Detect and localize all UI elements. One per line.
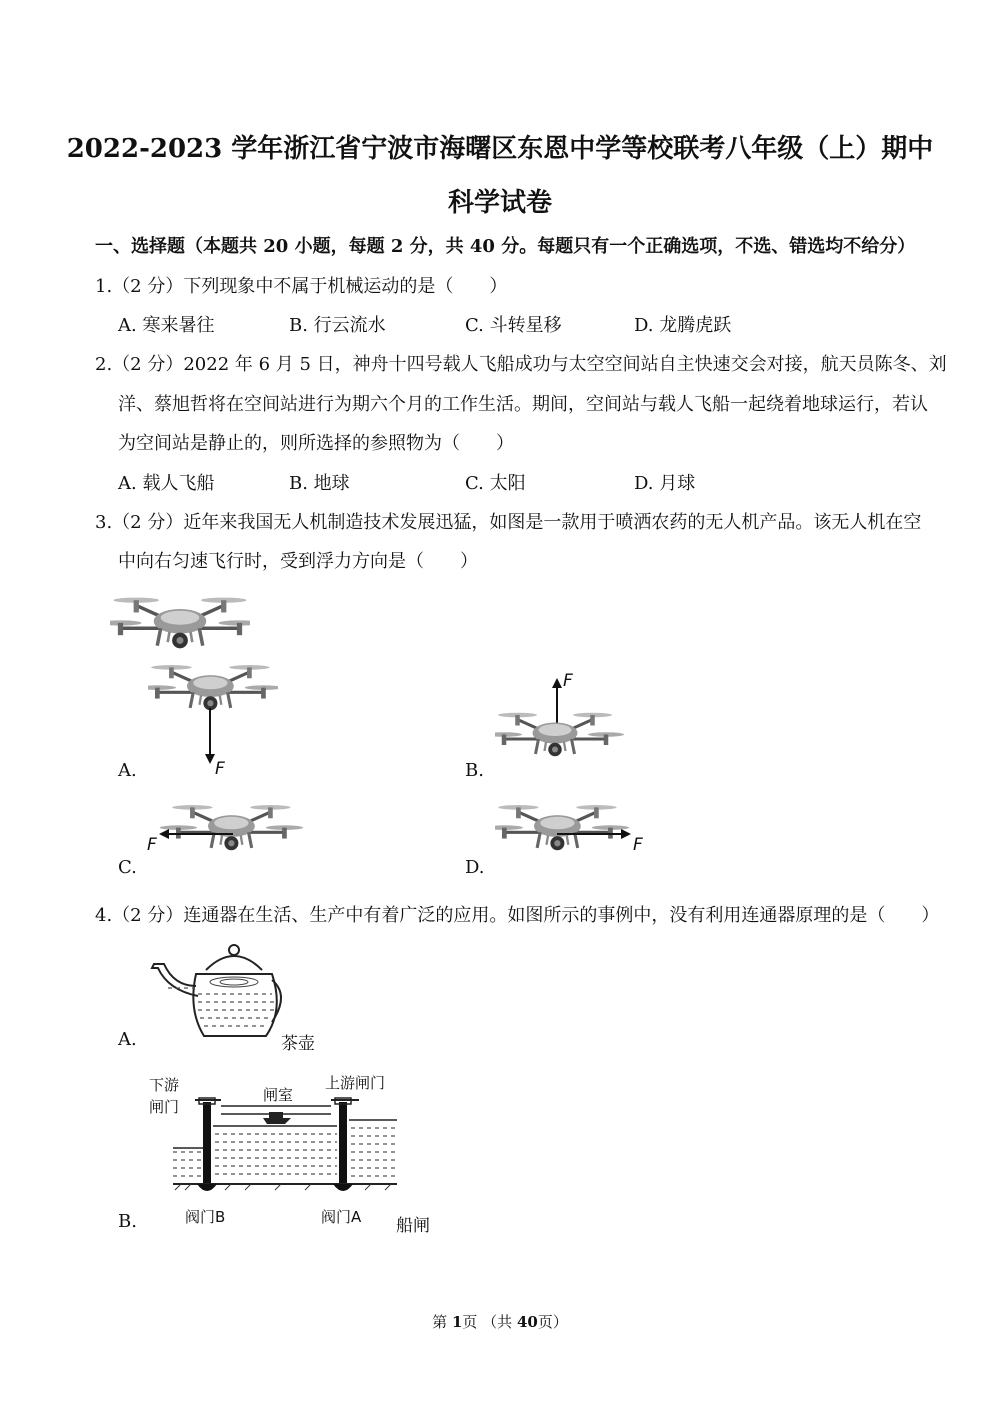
q2-stem-line3: 为空间站是静止的，则所选择的参照物为（ ） [118,433,514,454]
page-footer [0,1311,1000,1332]
q3-option-c-label[interactable]: C. [118,857,137,878]
q1-stem: 1.（2 分）下列现象中不属于机械运动的是（ ） [95,276,508,297]
exam-title-line1: 2022-2023 学年浙江省宁波市海曙区东恩中学等校联考八年级（上）期中 [66,134,934,164]
q1-option-a[interactable]: A. 寒来暑往 [118,315,215,336]
q1-option-c[interactable]: C. 斗转星移 [465,315,562,336]
force-label: F [147,835,157,855]
force-label: F [633,835,643,855]
q1-option-d[interactable]: D. 龙腾虎跃 [634,315,732,336]
q2-option-b[interactable]: B. 地球 [289,473,350,494]
footer-page-number: 1 [451,1313,463,1331]
drone-illustration [110,585,250,660]
ship-lock-caption: 船闸 [396,1216,430,1236]
teapot-caption: 茶壶 [281,1034,315,1054]
q2-option-c[interactable]: C. 太阳 [465,473,526,494]
q4-stem: 4.（2 分）连通器在生活、生产中有着广泛的应用。如图所示的事例中，没有利用连通器原理的是（ ） [95,905,940,926]
q2-option-a[interactable]: A. 载人飞船 [118,473,215,494]
q3-option-b-figure[interactable] [495,668,625,778]
q1-option-b[interactable]: B. 行云流水 [289,315,386,336]
q3-option-c-figure[interactable] [145,798,305,870]
chamber-label: 闸室 [263,1086,294,1104]
q2-stem-line2: 洋、蔡旭哲将在空间站进行为期六个月的工作生活。期间，空间站与载人飞船一起绕着地球运行，若认 [118,394,928,415]
upstream-gate-label: 上游闸门 [325,1074,386,1092]
valve-b-label: 阀门B [185,1208,226,1226]
q4-option-a-label[interactable]: A. [118,1029,137,1050]
footer-prefix: 第 [432,1313,452,1331]
q3-option-d-label[interactable]: D. [465,857,485,878]
q3-option-d-figure[interactable] [495,798,655,870]
force-label: F [215,759,225,778]
q2-option-d[interactable]: D. 月球 [634,473,696,494]
q3-stem-line1: 3.（2 分）近年来我国无人机制造技术发展迅猛，如图是一款用于喷洒农药的无人机产品。该无人机在空 [95,512,922,533]
section-heading: 一、选择题（本题共 20 小题，每题 2 分，共 40 分。每题只有一个正确选项，不选、错选均不给分） [95,236,916,257]
footer-mid: 页 （共 [462,1313,517,1331]
q3-option-a-figure[interactable] [148,658,278,778]
q3-option-a-label[interactable]: A. [118,760,137,781]
footer-suffix: 页） [537,1313,568,1331]
valve-a-label: 阀门A [321,1208,362,1226]
force-label: F [563,671,573,691]
downstream-label-1: 下游 [149,1076,180,1094]
q2-stem-line1: 2.（2 分）2022 年 6 月 5 日，神舟十四号载人飞船成功与太空空间站自主快速交会对接，航天员陈冬、刘 [95,354,947,375]
downstream-label-2: 闸门 [149,1098,180,1116]
teapot-figure[interactable] [148,940,288,1050]
exam-title-line2: 科学试卷 [447,188,552,218]
q3-stem-line2: 中向右匀速飞行时，受到浮力方向是（ ） [118,551,478,572]
q3-option-b-label[interactable]: B. [465,760,484,781]
footer-total-pages: 40 [516,1313,538,1331]
ship-lock-figure[interactable] [145,1070,405,1230]
q4-option-b-label[interactable]: B. [118,1211,137,1232]
